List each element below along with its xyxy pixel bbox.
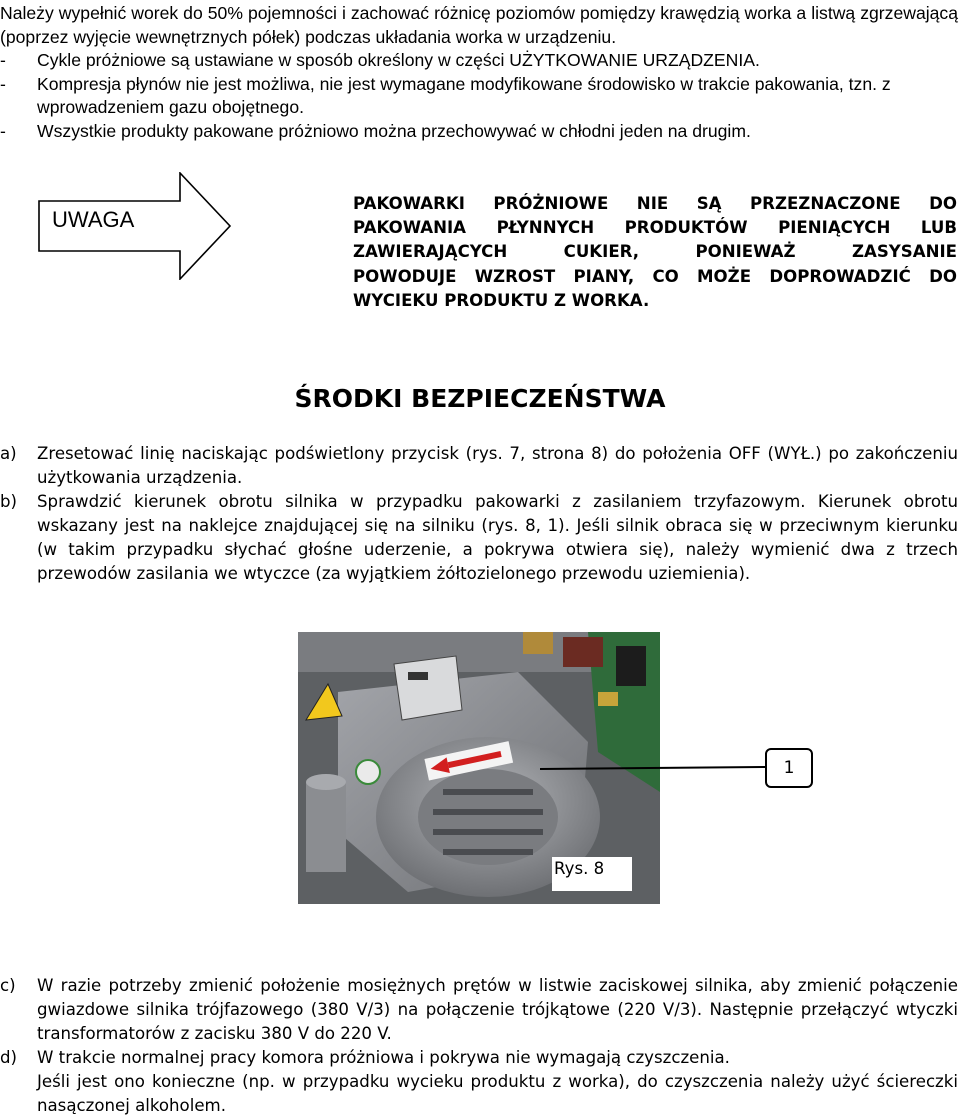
intro-paragraph: Należy wypełnić worek do 50% pojemności i zachować różnicę poziomów pomiędzy krawędzią worka a listwą zgrzewającą (poprzez wyjęcie wewnętrznych półek) podczas układania worka w urządzeniu. <box>0 3 958 47</box>
warning-line: PAKOWARKI PRÓŻNIOWE NIE SĄ PRZEZNACZONE DO <box>353 194 957 213</box>
safety-list <box>0 442 958 586</box>
item-label: a) <box>0 444 17 463</box>
item-text: W razie potrzeby zmienić położenie mosiężnych prętów w listwie zaciskowej silnika, aby zmienić połączenie gwiazdowe silnika trójfazowego (380 V/3) na połączenie trójkątowe (220 V/3). Następnie przełączyć wtyczki transformatorów z zacisku 380 V do 220 V. <box>37 976 958 1043</box>
warning-text <box>353 192 957 313</box>
item-text: Zresetować linię naciskając podświetlony przycisk (rys. 7, strona 8) do położenia OFF (WYŁ.) po zakończeniu użytkowania urządzenia. <box>37 444 958 487</box>
item-label: d) <box>0 1048 18 1067</box>
list-item <box>0 974 958 1046</box>
list-item <box>0 490 958 586</box>
warning-line: WYCIEKU PRODUKTU Z WORKA. <box>353 290 650 310</box>
list-item <box>0 442 958 490</box>
figure-caption: Rys. 8 <box>552 857 632 891</box>
list-item <box>0 1046 958 1118</box>
bullet-dash: - <box>0 120 6 141</box>
item-text: Sprawdzić kierunek obrotu silnika w przypadku pakowarki z zasilaniem trzyfazowym. Kierunek obrotu wskazany jest na naklejce znajdującej się na silniku (rys. 8, 1). Jeśli silnik obraca się w przeciwnym kierunku (w takim przypadku słychać głośne uderzenie, a pokrywa otwiera się), należy wymienić dwa z trzech przewodów zasilania we wtyczce (za wyjątkiem żółtozielonego przewodu uziemienia). <box>37 492 958 583</box>
item-label: c) <box>0 976 16 995</box>
item-label: b) <box>0 492 18 511</box>
warning-line: PAKOWANIA PŁYNNYCH PRODUKTÓW PIENIĄCYCH LUB <box>353 218 957 238</box>
section-heading: ŚRODKI BEZPIECZEŃSTWA <box>294 384 666 413</box>
bullet-text: Wszystkie produkty pakowane próżniowo można przechowywać w chłodni jeden na drugim. <box>37 120 751 141</box>
item-text <box>37 1046 958 1118</box>
bullet-item <box>0 49 958 73</box>
intro-block <box>0 2 958 144</box>
bullet-item <box>0 73 958 120</box>
warning-line: ZAWIERAJĄCYCH CUKIER, PONIEWAŻ ZASYSANIE <box>353 242 957 262</box>
warning-line: POWODUJE WZROST PIANY, CO MOŻE DOPROWADZIĆ DO <box>353 266 957 286</box>
safety-list-continued <box>0 974 958 1118</box>
bullet-item <box>0 120 958 144</box>
item-text-line: W trakcie normalnej pracy komora próżniowa i pokrywa nie wymagają czyszczenia. <box>37 1048 730 1067</box>
warning-label: UWAGA <box>52 207 135 232</box>
item-text-line: Jeśli jest ono konieczne (np. w przypadku wycieku produktu z worka), do czyszczenia należy użyć ściereczki nasączonej alkoholem. <box>37 1072 958 1115</box>
bullet-text: Kompresja płynów nie jest możliwa, nie jest wymagane modyfikowane środowisko w trakcie pakowania, tzn. z wprowadzeniem gazu obojętnego. <box>37 73 891 118</box>
callout-label: 1 <box>765 748 813 788</box>
bullet-dash: - <box>0 50 6 71</box>
bullet-dash: - <box>0 73 6 94</box>
bullet-text: Cykle próżniowe są ustawiane w sposób określony w części UŻYTKOWANIE URZĄDZENIA. <box>37 50 760 71</box>
